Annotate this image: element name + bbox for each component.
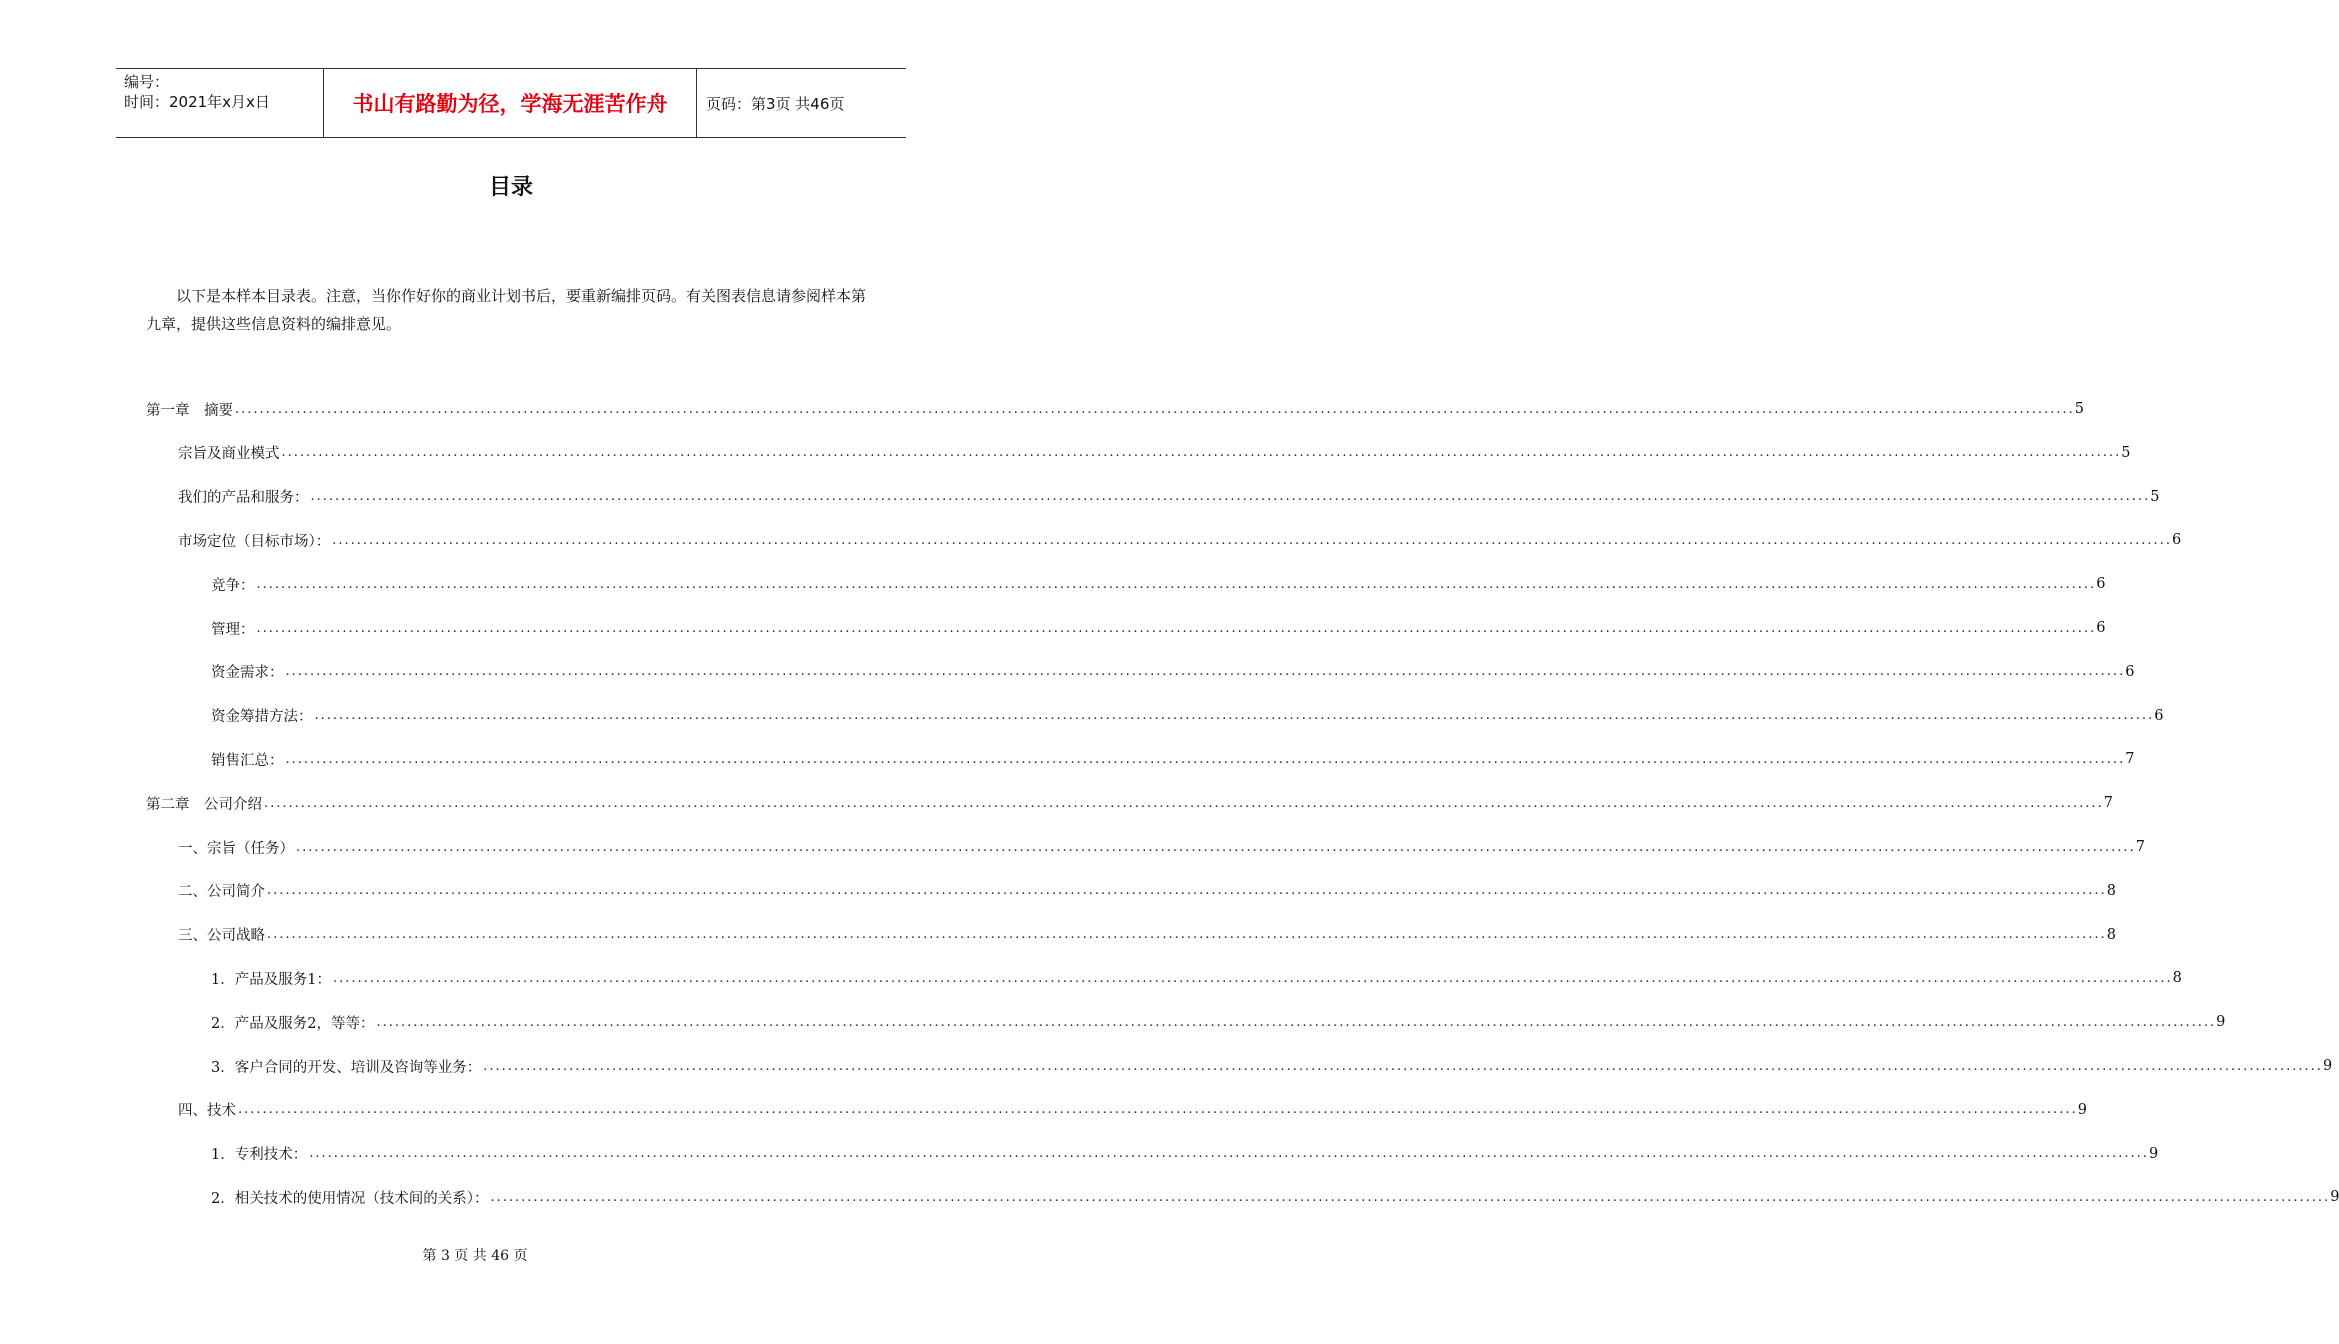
page-footer bbox=[0, 1245, 950, 1265]
toc-leader-dots: ............................................................................................................................................................................................................................................................................................................ bbox=[267, 883, 2107, 899]
intro-paragraph: 以下是本样本目录表。注意，当你作好你的商业计划书后，要重新编排页码。有关图表信息请参阅样本第九章，提供这些信息资料的编排意见。 bbox=[146, 287, 867, 333]
toc-entry-page: 5 bbox=[2121, 444, 2131, 461]
toc-entry-title: 三、公司战略 bbox=[178, 928, 265, 945]
toc-entry[interactable] bbox=[211, 615, 2106, 641]
toc-entry[interactable] bbox=[211, 1184, 2339, 1210]
toc-entry-page: 6 bbox=[2171, 532, 2182, 549]
toc-entry-page: 8 bbox=[2106, 882, 2116, 899]
toc-entry-page: 9 bbox=[2216, 1014, 2226, 1031]
toc-entry-page: 6 bbox=[2125, 663, 2135, 680]
toc-entry-page: 9 bbox=[2322, 1058, 2333, 1074]
toc-leader-dots: ............................................................................................................................................................................................................................................................................................................ bbox=[285, 751, 2126, 767]
toc-entry-title: 1．专利技术： bbox=[211, 1147, 308, 1164]
toc-entry-title: 管理： bbox=[211, 621, 255, 638]
header-motto: 书山有路勤为径，学海无涯苦作舟 bbox=[324, 69, 697, 137]
toc-leader-dots: ............................................................................................................................................................................................................................................................................................................ bbox=[267, 927, 2107, 943]
toc-entry[interactable] bbox=[211, 1053, 2333, 1079]
header-page-info: 页码：第3页 共46页 bbox=[706, 94, 845, 113]
toc-leader-dots: ............................................................................................................................................................................................................................................................................................................ bbox=[309, 1146, 2149, 1162]
toc-entry[interactable] bbox=[178, 527, 2182, 553]
toc-entry[interactable] bbox=[211, 703, 2164, 729]
toc-leader-dots: ............................................................................................................................................................................................................................................................................................................ bbox=[285, 664, 2126, 680]
toc-entry-title: 第二章 公司介绍 bbox=[146, 796, 262, 813]
toc-leader-dots: ............................................................................................................................................................................................................................................................................................................ bbox=[264, 795, 2104, 811]
toc-entry-title: 2．产品及服务2，等等： bbox=[211, 1015, 375, 1032]
toc-leader-dots: ............................................................................................................................................................................................................................................................................................................ bbox=[296, 839, 2136, 855]
toc-entry-page: 8 bbox=[2106, 926, 2116, 943]
code-label: 编号： bbox=[124, 73, 170, 91]
toc-entry-page: 9 bbox=[2330, 1189, 2339, 1206]
toc-entry-title: 销售汇总： bbox=[211, 752, 284, 769]
toc-entry[interactable] bbox=[211, 1141, 2159, 1167]
toc-entry-title: 二、公司简介 bbox=[178, 884, 265, 901]
toc-entry[interactable] bbox=[211, 746, 2135, 772]
toc-entry-page: 6 bbox=[2096, 620, 2106, 636]
toc-entry-page: 7 bbox=[2125, 751, 2135, 768]
toc-entry[interactable] bbox=[146, 790, 2113, 816]
toc-entry-title: 3．客户合同的开发、培训及咨询等业务： bbox=[211, 1059, 482, 1076]
toc-entry-title: 宗旨及商业模式 bbox=[178, 446, 280, 463]
toc-entry-title: 第一章 摘要 bbox=[146, 402, 233, 419]
toc-entry[interactable] bbox=[146, 396, 2084, 422]
toc-entry-page: 7 bbox=[2135, 839, 2145, 855]
toc-leader-dots: ............................................................................................................................................................................................................................................................................................................ bbox=[235, 401, 2075, 417]
toc-leader-dots: ............................................................................................................................................................................................................................................................................................................ bbox=[256, 620, 2097, 636]
toc-entry-page: 7 bbox=[2103, 795, 2113, 812]
toc-entry-title: 竞争： bbox=[211, 577, 255, 594]
toc-entry-title: 资金需求： bbox=[211, 665, 284, 682]
footer-page-number: 第 3 页 共 46 页 bbox=[422, 1248, 528, 1264]
toc-entry-title: 1．产品及服务1： bbox=[211, 971, 331, 988]
toc-entry-page: 5 bbox=[2074, 401, 2084, 417]
toc-entry-title: 四、技术 bbox=[178, 1103, 236, 1120]
toc-entry-title: 一、宗旨（任务） bbox=[178, 840, 294, 857]
toc-entry-page: 9 bbox=[2148, 1145, 2159, 1162]
toc-entry-title: 我们的产品和服务： bbox=[178, 490, 309, 507]
toc-leader-dots: ............................................................................................................................................................................................................................................................................................................ bbox=[483, 1058, 2323, 1074]
toc-entry[interactable] bbox=[178, 878, 2116, 904]
toc-entry[interactable] bbox=[211, 571, 2106, 597]
toc-leader-dots: ............................................................................................................................................................................................................................................................................................................ bbox=[376, 1014, 2217, 1030]
toc-leader-dots: ............................................................................................................................................................................................................................................................................................................ bbox=[332, 532, 2172, 548]
toc-entry-title: 资金筹措方法： bbox=[211, 709, 313, 726]
toc-leader-dots: ............................................................................................................................................................................................................................................................................................................ bbox=[256, 576, 2097, 592]
toc-entry[interactable] bbox=[178, 1097, 2087, 1123]
toc-leader-dots: ............................................................................................................................................................................................................................................................................................................ bbox=[238, 1102, 2078, 1118]
toc-leader-dots: ............................................................................................................................................................................................................................................................................................................ bbox=[314, 708, 2155, 724]
toc-entry[interactable] bbox=[178, 440, 2131, 466]
toc-entry-page: 6 bbox=[2096, 576, 2106, 593]
toc-entry-page: 8 bbox=[2172, 970, 2182, 987]
time-label: 时间：2021年x月x日 bbox=[124, 93, 270, 111]
toc-entry[interactable] bbox=[178, 484, 2160, 510]
toc-entry[interactable] bbox=[178, 922, 2116, 948]
page-title: 目录 bbox=[488, 175, 533, 200]
page-header bbox=[116, 68, 906, 138]
toc-entry-title: 市场定位（目标市场）： bbox=[178, 533, 331, 550]
toc-leader-dots: ............................................................................................................................................................................................................................................................................................................ bbox=[490, 1189, 2331, 1205]
toc-entry[interactable] bbox=[211, 659, 2135, 685]
header-meta bbox=[116, 69, 324, 137]
toc-entry[interactable] bbox=[178, 834, 2145, 860]
toc-entry-page: 9 bbox=[2077, 1101, 2087, 1118]
toc-entry[interactable] bbox=[211, 965, 2182, 991]
toc-entry-page: 6 bbox=[2154, 707, 2164, 724]
toc-entry-page: 5 bbox=[2150, 488, 2160, 505]
toc-leader-dots: ............................................................................................................................................................................................................................................................................................................ bbox=[332, 970, 2173, 986]
toc-entry[interactable] bbox=[211, 1009, 2226, 1035]
toc-leader-dots: ............................................................................................................................................................................................................................................................................................................ bbox=[310, 489, 2151, 505]
toc-entry-title: 2．相关技术的使用情况（技术间的关系）： bbox=[211, 1190, 489, 1207]
toc-leader-dots: ............................................................................................................................................................................................................................................................................................................ bbox=[281, 445, 2122, 461]
